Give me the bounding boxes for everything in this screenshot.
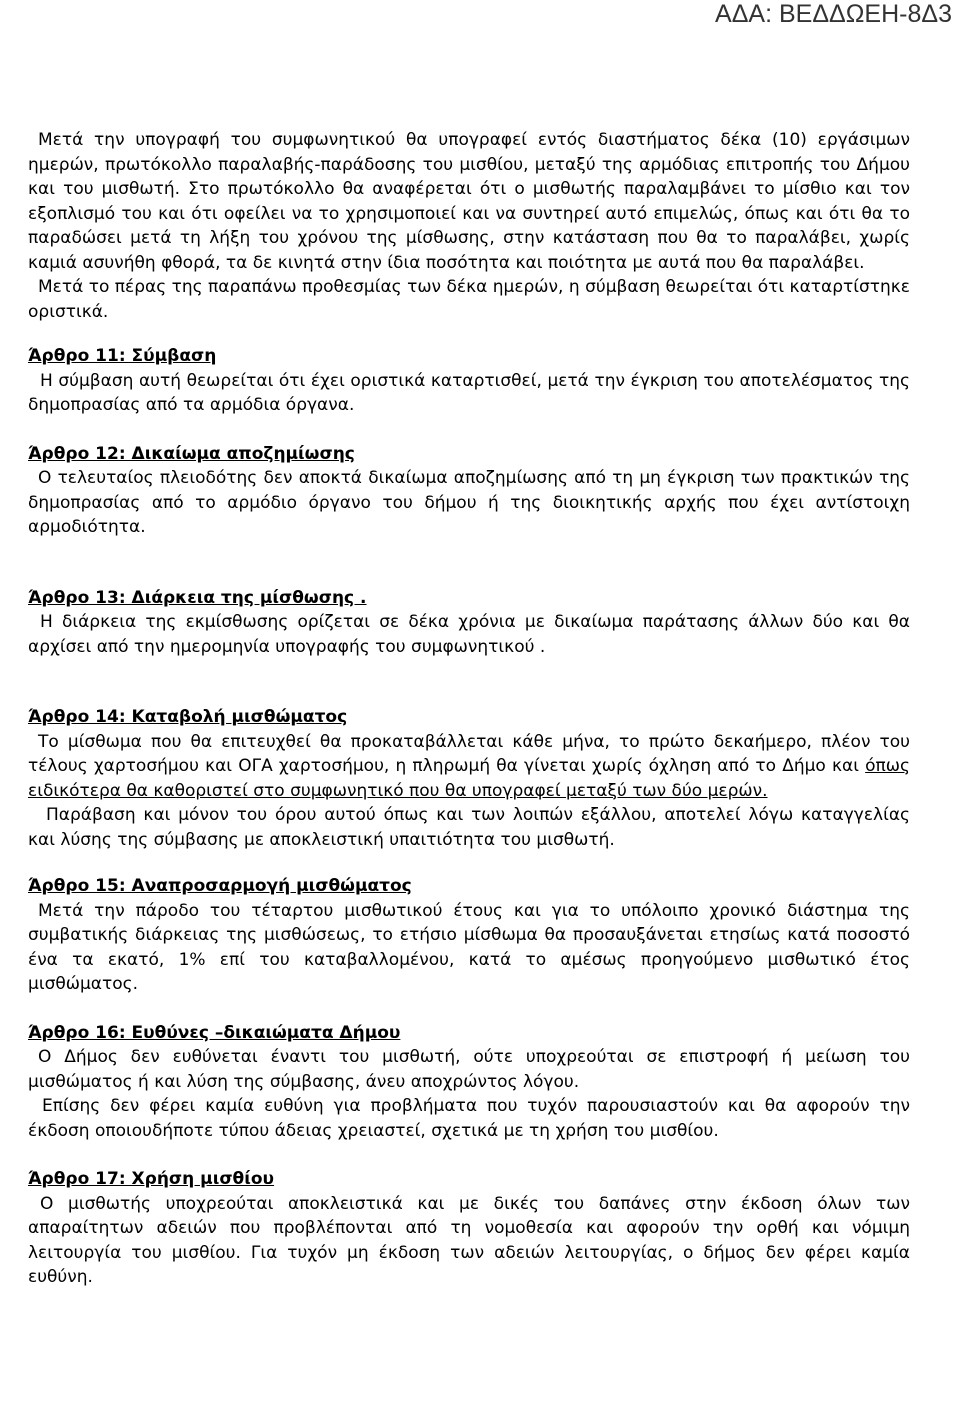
article-14-title: Άρθρο 14: Καταβολή μισθώματος xyxy=(28,707,348,727)
article-16-paragraph-2: Επίσης δεν φέρει καμία ευθύνη για προβλήματα που τυχόν παρουσιαστούν και θα αφορούν την έκδοση οποιουδήποτε τύπου άδειας χρειαστεί, σχετικά με τη χρήση του μισθίου. xyxy=(28,1096,910,1141)
article-16-title: Άρθρο 16: Ευθύνες –δικαιώματα Δήμου xyxy=(28,1022,401,1043)
article-15-paragraph: Μετά την πάροδο του τέταρτου μισθωτικού έτους και για το υπόλοιπο χρονικό διάστημα της συμβατικής διάρκειας της μισθώσεως, το ετήσιο μίσθωμα θα προσαυξάνεται ετησίως κατά ποσοστό ένα τα εκατό, 1% επί του καταβαλλομένου, κατά το αμέσως προηγούμενο μισθωτικό έτος μισθώματος. xyxy=(28,900,910,994)
article-14-paragraph-2: Παράβαση και μόνον του όρου αυτού όπως και των λοιπών εξάλλου, αποτελεί λόγω καταγγελίας και λύσης της σύμβασης με αποκλειστική υπαιτιότητα του μισθωτή. xyxy=(28,805,910,850)
article-11-title: Άρθρο 11: Σύμβαση xyxy=(28,346,217,366)
article-17-paragraph: Ο μισθωτής υποχρεούται αποκλειστικά και με δικές του δαπάνες στην έκδοση όλων των απαραίτητων αδειών που προβλέπονται από τη νομοθεσία και αφορούν την ορθή και νόμιμη λειτουργία του μισθίου. Για τυχόν μη έκδοση των αδειών λειτουργίας, ο δήμος δεν φέρει καμία ευθύνη. xyxy=(28,1193,910,1287)
article-11-paragraph: Η σύμβαση αυτή θεωρείται ότι έχει οριστικά καταρτισθεί, μετά την έγκριση του αποτελέσματος της δημοπρασίας από τα αρμόδια όργανα. xyxy=(28,370,910,415)
article-14-paragraph-1 xyxy=(28,730,910,804)
article-14-underlined-clause: όπως ειδικότερα θα καθοριστεί στο συμφωνητικό που θα υπογραφεί μεταξύ των δύο μερών. xyxy=(28,756,910,801)
article-13-paragraph: Η διάρκεια της εκμίσθωσης ορίζεται σε δέκα χρόνια με δικαίωμα παράτασης άλλων δύο και θα αρχίσει από την ημερομηνία υπογραφής του συμφωνητικού . xyxy=(28,612,910,657)
document-body xyxy=(28,128,910,1290)
article-14-paragraph-1-text: Το μίσθωμα που θα επιτευχθεί θα προκαταβάλλεται κάθε μήνα, το πρώτο δεκαήμερο, πλέον του τέλους χαρτοσήμου και ΟΓΑ χαρτοσήμου, η πληρωμή θα γίνεται χωρίς όχληση από το Δήμο και xyxy=(28,731,910,776)
article-17-title: Άρθρο 17: Χρήση μισθίου xyxy=(28,1169,275,1189)
ada-reference: ΑΔΑ: ΒΕΔΔΩΕΗ-8Δ3 xyxy=(715,0,952,28)
intro-paragraph-2: Μετά το πέρας της παραπάνω προθεσμίας των δέκα ημερών, η σύμβαση θεωρείται ότι καταρτίστηκε οριστικά. xyxy=(28,277,910,322)
article-12-paragraph: Ο τελευταίος πλειοδότης δεν αποκτά δικαίωμα αποζημίωσης από τη μη έγκριση των πρακτικών της δημοπρασίας από το αρμόδιο όργανο του δήμου ή της διοικητικής αρχής που έχει αντίστοιχη αρμοδιότητα. xyxy=(28,468,910,537)
article-12-title: Άρθρο 12: Δικαίωμα αποζημίωσης xyxy=(28,443,355,464)
article-16-paragraph-1: Ο Δήμος δεν ευθύνεται έναντι του μισθωτή, ούτε υποχρεούται σε επιστροφή ή μείωση του μισθώματος ή και λύση της σύμβασης, άνευ αποχρώντος λόγου. xyxy=(28,1047,910,1092)
article-15-title: Άρθρο 15: Αναπροσαρμογή μισθώματος xyxy=(28,876,412,896)
article-13-title: Άρθρο 13: Διάρκεια της μίσθωσης . xyxy=(28,587,367,608)
intro-paragraph-1: Μετά την υπογραφή του συμφωνητικού θα υπογραφεί εντός διαστήματος δέκα (10) εργάσιμων ημερών, πρωτόκολλο παραλαβής-παράδοσης του μισθίου, μεταξύ της αρμόδιας επιτροπής του Δήμου και του μισθωτή. Στο πρωτόκολλο θα αναφέρεται ότι ο μισθωτής παραλαμβάνει το μίσθιο και τον εξοπλισμό του και ότι οφείλει να το χρησιμοποιεί και να συντηρεί αυτό επιμελώς, όπως και ότι θα το παραδώσει μετά τη λήξη του χρόνου της μίσθωσης, στην κατάσταση που θα το παραλάβει, χωρίς καμιά ασυνήθη φθορά, τα δε κινητά στην ίδια ποσότητα και ποιότητα με αυτά που θα παραλάβει. xyxy=(28,130,910,273)
